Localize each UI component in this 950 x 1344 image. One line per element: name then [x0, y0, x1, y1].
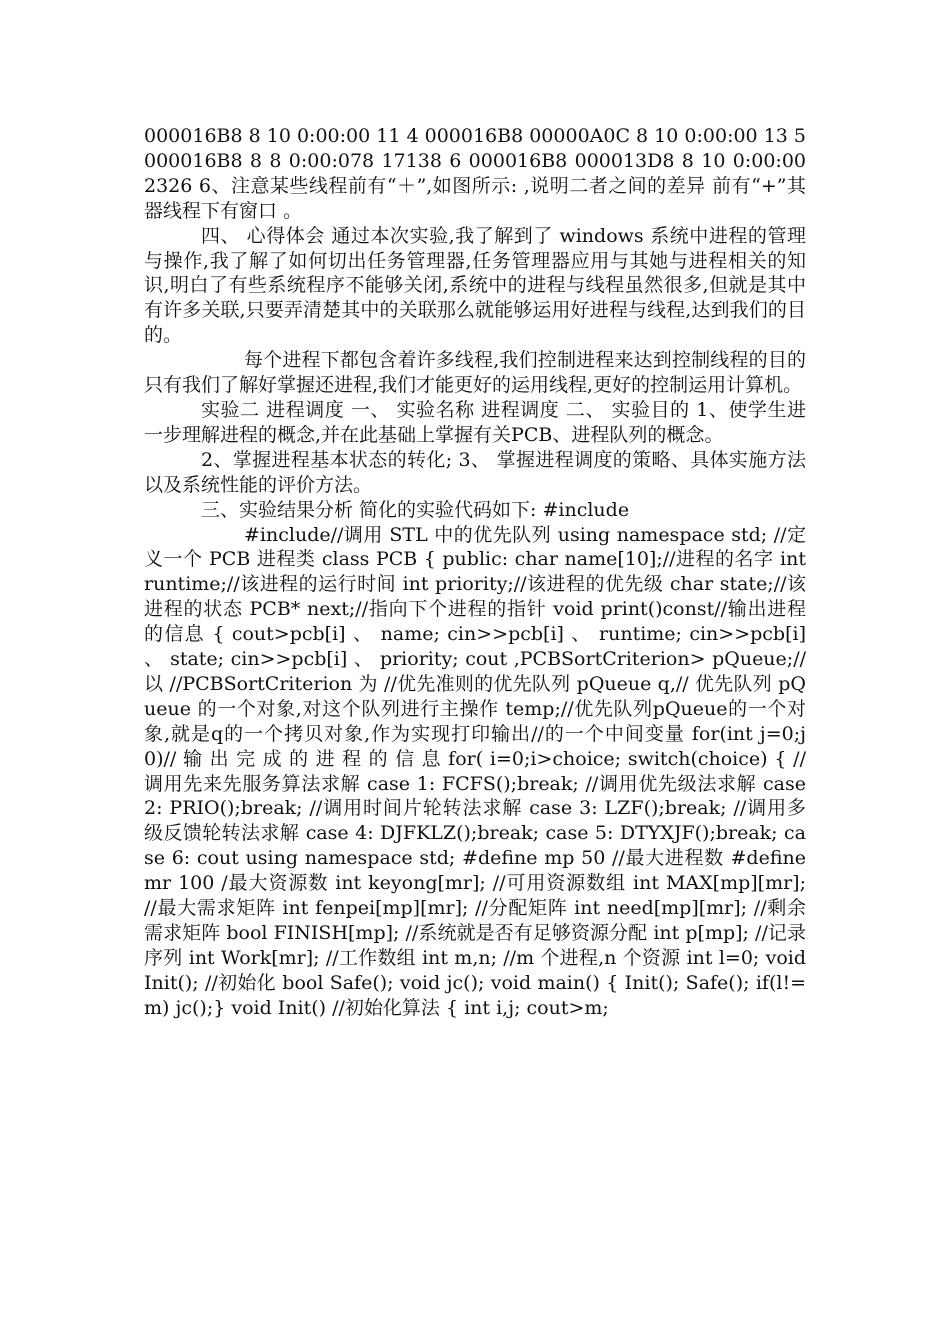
paragraph-experiment-2-heading: 实验二 进程调度 一、 实验名称 进程调度 二、 实验目的 1、使学生进一步理解进程的概念,并在此基础上掌握有关PCB、进程队列的概念。 — [144, 398, 806, 446]
paragraph-objective-2: 2、掌握进程基本状态的转化; 3、 掌握进程调度的策略、具体实施方法以及系统性能的评价方法。 — [144, 448, 806, 496]
paragraph-section-4-reflection: 四、 心得体会 通过本次实验,我了解到了 windows 系统中进程的管理与操作,我了解了如何切出任务管理器,任务管理器应用与其她与进程相关的知识,明白了有些系统程序不能够关闭,系统中的进程与线程虽然很多,但就是其中有许多关联,只要弄清楚其中的关联那么就能够运用好进程与线程,达到我们的目的。 — [144, 224, 806, 347]
paragraph-code-listing: #include//调用 STL 中的优先队列 using namespace std; //定义一个 PCB 进程类 class PCB { public: char name[10];//进程的名字 int runtime;//该进程的运行时间 int priority;//该进程的优先级 char state;//该进程的状态 PCB* next;//指向下个进程的指针 void print()const//输出进程的信息 { cout>pcb[i] 、 name; cin>>pcb[i] 、 runtime; cin>>pcb[i] 、 state; cin>>pcb[i] 、 priority; cout ,PCBSortCriterion> pQueue;//以 //PCBSortCriterion 为 //优先准则的优先队列 pQueue q,// 优先队列 pQueue 的一个对象,对这个队列进行主操作 temp;//优先队列pQueue的一个对象,就是q的一个拷贝对象,作为实现打印输出//的一个中间变量 for(int j=0;j0)// 输 出 完 成 的 进 程 的 信 息 for( i=0;i>choice; switch(choice) { //调用先来先服务算法求解 case 1: FCFS();break; //调用优先级法求解 case 2: PRIO();break; //调用时间片轮转法求解 case 3: LZF();break; //调用多级反馈轮转法求解 case 4: DJFKLZ();break; case 5: DTYXJF();break; case 6: cout using namespace std; #define mp 50 //最大进程数 #define mr 100 /最大资源数 int keyong[mr]; //可用资源数组 int MAX[mp][mr]; //最大需求矩阵 int fenpei[mp][mr]; //分配矩阵 int need[mp][mr]; //剩余需求矩阵 bool FINISH[mp]; //系统就是否有足够资源分配 int p[mp]; //记录序列 int Work[mr]; //工作数组 int m,n; //m 个进程,n 个资源 int l=0; void Init(); //初始化 bool Safe(); void jc(); void main() { Init(); Safe(); if(l!=m) jc();} void Init() //初始化算法 { int i,j; cout>m; — [144, 523, 806, 1019]
document-body — [144, 124, 806, 1021]
paragraph-reflection-continued: 每个进程下都包含着许多线程,我们控制进程来达到控制线程的目的只有我们了解好掌握还进程,我们才能更好的运用线程,更好的控制运用计算机。 — [144, 349, 806, 397]
paragraph-thread-list: 000016B8 8 10 0:00:00 11 4 000016B8 00000A0C 8 10 0:00:00 13 5 000016B8 8 8 0:00:078 17138 6 000016B8 000013D8 8 10 0:00:00 2326 6、注意某些线程前有“＋”,如图所示: ,说明二者之间的差异 前有“+”其器线程下有窗口 。 — [144, 125, 806, 222]
paragraph-section-3-results: 三、实验结果分析 简化的实验代码如下: #include — [201, 498, 630, 521]
